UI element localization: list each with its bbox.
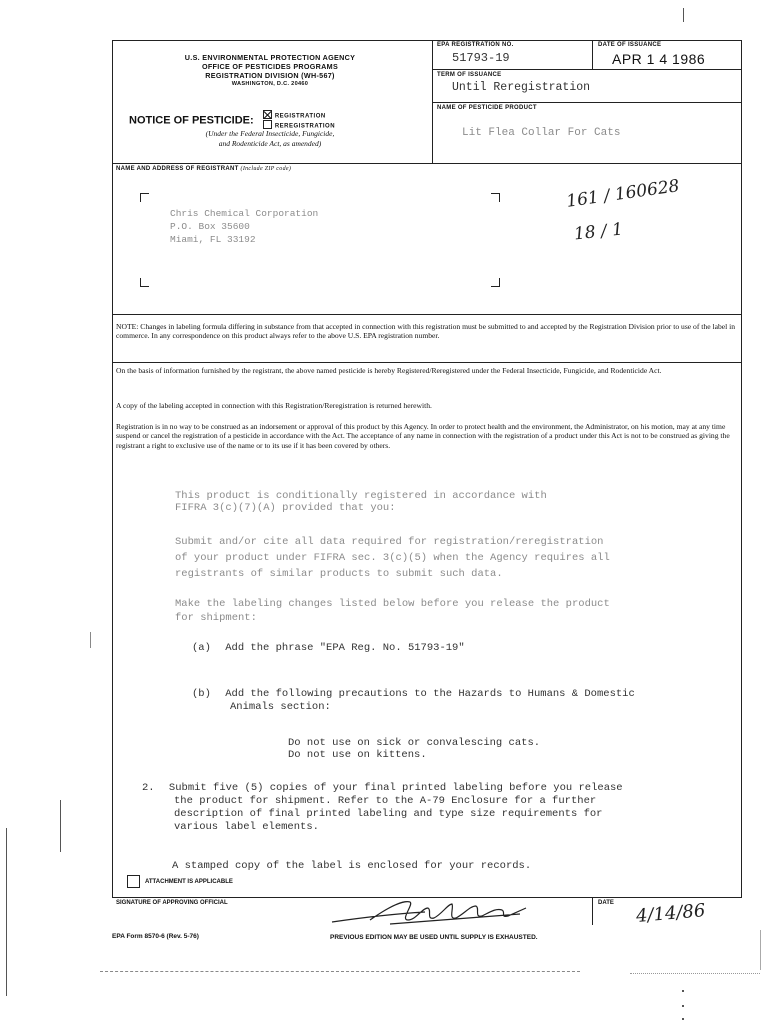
copy-paragraph: A copy of the labeling accepted in connection with this Registration/Reregistration is returned herewith. — [116, 401, 432, 410]
notice-title: NOTICE OF PESTICIDE: — [129, 114, 254, 127]
item-2-line-3: description of final printed labeling and type size requirements for — [174, 808, 603, 820]
agency-address: WASHINGTON, D.C. 20460 — [231, 81, 309, 87]
act-note-line: (Under the Federal Insecticide, Fungicide, — [205, 129, 335, 138]
data-requirement-paragraph — [175, 534, 610, 582]
scan-speck — [682, 990, 684, 992]
precaution-sick-cats: Do not use on sick or convalescing cats. — [288, 737, 541, 749]
signature-label: SIGNATURE OF APPROVING OFFICIAL — [116, 900, 228, 906]
typed-line: This product is conditionally registered in accordance with — [175, 490, 547, 502]
previous-edition-note: PREVIOUS EDITION MAY BE USED UNTIL SUPPLY IS EXHAUSTED. — [330, 934, 538, 941]
address-window-corner — [491, 278, 500, 287]
term-bottom-rule — [432, 102, 742, 103]
scan-bottom-line — [630, 973, 760, 974]
reregistration-option-label: REREGISTRATION — [274, 123, 336, 130]
registrant-label: NAME AND ADDRESS OF REGISTRANT — [116, 166, 239, 172]
scan-mark — [90, 632, 91, 648]
item-b-marker: (b) — [192, 688, 211, 700]
registrant-address — [170, 207, 318, 246]
term-label: TERM OF ISSUANCE — [437, 72, 502, 78]
item-b-line-2: Animals section: — [230, 701, 331, 713]
reg-no-label: EPA REGISTRATION NO. — [437, 42, 514, 48]
item-b-line-1: Add the following precautions to the Hazards to Humans & Domestic — [225, 688, 635, 700]
stamped-copy-line: A stamped copy of the label is enclosed for your records. — [172, 860, 532, 872]
item-2 — [142, 782, 623, 834]
scan-speck — [760, 930, 761, 970]
scan-speck — [682, 1005, 684, 1007]
signature-date-value: 4/14/86 — [635, 900, 707, 927]
agency-name: U.S. ENVIRONMENTAL PROTECTION AGENCY — [184, 53, 356, 62]
registrant-label-row — [116, 166, 291, 172]
handwritten-code-2: 18 / 1 — [573, 219, 624, 245]
product-name: Lit Flea Collar For Cats — [462, 127, 621, 139]
scan-mark — [60, 800, 61, 852]
item-2-line-4: various label elements. — [174, 821, 319, 833]
term-value: Until Reregistration — [452, 81, 591, 94]
precaution-kittens: Do not use on kittens. — [288, 749, 427, 761]
note-bottom-rule — [112, 362, 742, 363]
typed-line: FIFRA 3(c)(7)(A) provided that you: — [175, 502, 396, 514]
division-name: REGISTRATION DIVISION (WH-567) — [205, 71, 335, 80]
notice-title-row — [129, 110, 335, 131]
product-label: NAME OF PESTICIDE PRODUCT — [437, 105, 537, 111]
registrant-street: P.O. Box 35600 — [170, 221, 250, 232]
act-note-line: and Rodenticide Act, as amended) — [218, 139, 322, 148]
item-b — [192, 688, 635, 714]
office-name: OFFICE OF PESTICIDES PROGRAMS — [201, 62, 339, 71]
typed-line: Make the labeling changes listed below before you release the product — [175, 598, 610, 610]
basis-paragraph: On the basis of information furnished by the registrant, the above named pesticide is hereby Registered/Reregistered under the Federal Insecticide, Fungicide, and Rodenticide Act. — [116, 366, 662, 375]
item-2-line-2: the product for shipment. Refer to the A-79 Enclosure for a further — [174, 795, 597, 807]
registration-checkbox[interactable] — [263, 110, 272, 119]
registrant-name: Chris Chemical Corporation — [170, 208, 319, 219]
issuance-date-label: DATE OF ISSUANCE — [598, 42, 662, 48]
scan-speck — [682, 1018, 684, 1020]
registrant-bottom-rule — [112, 314, 742, 315]
item-a-text: Add the phrase "EPA Reg. No. 51793-19" — [225, 642, 465, 654]
precautions — [288, 737, 540, 761]
act-note — [120, 129, 420, 149]
form-number: EPA Form 8570-6 (Rev. 5-76) — [112, 933, 199, 940]
scan-bottom-line — [100, 971, 580, 972]
note-paragraph: NOTE: Changes in labeling formula differing in substance from that accepted in connection with this registration must be submitted to and accepted by the Registration Division prior to use of the label in commerce. In any correspondence on this product always refer to the above U.S. EPA registration number. — [116, 322, 736, 341]
agency-block — [120, 53, 420, 89]
scan-speck — [683, 8, 684, 22]
signature-date-divider — [592, 897, 593, 925]
address-window-corner — [140, 278, 149, 287]
item-a-marker: (a) — [192, 642, 211, 654]
typed-line: for shipment: — [175, 612, 257, 624]
typed-line: Submit and/or cite all data required for registration/reregistration — [175, 536, 604, 548]
conditional-paragraph — [175, 490, 547, 514]
item-2-marker: 2. — [142, 782, 155, 794]
attachment-label: ATTACHMENT IS APPLICABLE — [145, 879, 233, 885]
typed-line: registrants of similar products to submit such data. — [175, 568, 503, 580]
labeling-changes-paragraph — [175, 597, 610, 625]
registrant-city: Miami, FL 33192 — [170, 234, 256, 245]
attachment-checkbox[interactable] — [127, 875, 140, 888]
scan-edge-line — [6, 828, 7, 996]
handwritten-code-1: 161 / 160628 — [565, 176, 681, 212]
address-window-corner — [491, 193, 500, 202]
disclaimer-paragraph: Registration is in no way to be construed as an indorsement or approval of this product by this Agency. In order to protect health and the environment, the Administrator, on his motion, may at any time suspend or cancel the registration of a pesticide in accordance with the Act. The acceptance of any name in connection with the registration of a product under this Act is not to be construed as giving the registrant a right to exclusive use of the name or to its use if it has been covered by others. — [116, 422, 730, 450]
reg-no-value: 51793-19 — [452, 51, 510, 65]
item-2-line-1: Submit five (5) copies of your final printed labeling before you release — [168, 782, 623, 794]
signature-date-label: DATE — [598, 900, 614, 906]
issuance-date-stamp: APR 1 4 1986 — [612, 51, 706, 67]
date-divider-vertical — [592, 40, 593, 69]
registrant-label-note: (Include ZIP code) — [240, 166, 292, 172]
registration-option-label: REGISTRATION — [274, 113, 326, 120]
approving-official-signature — [330, 896, 530, 930]
address-window-corner — [140, 193, 149, 202]
item-a — [192, 642, 465, 654]
header-bottom-rule — [112, 163, 742, 164]
typed-line: of your product under FIFRA sec. 3(c)(5) when the Agency requires all — [175, 552, 610, 564]
reg-no-bottom-rule — [432, 69, 742, 70]
